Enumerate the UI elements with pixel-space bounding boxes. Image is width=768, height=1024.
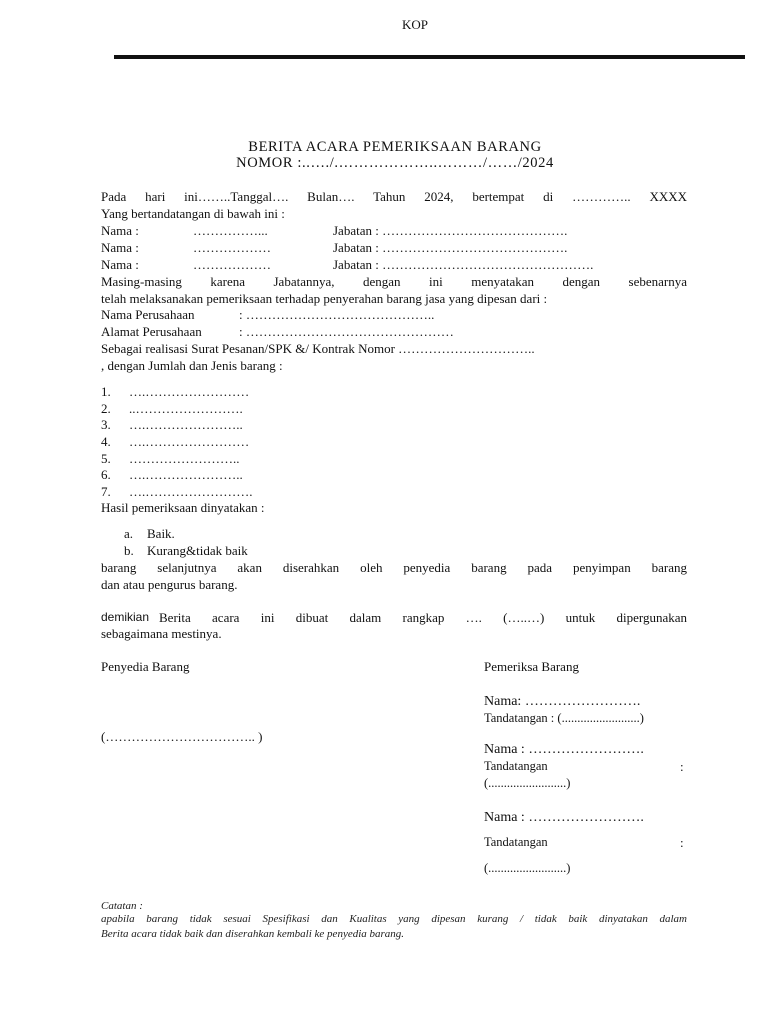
- contract-line-2: , dengan Jumlah dan Jenis barang :: [101, 358, 283, 373]
- intro-line-1: Pada hari ini……..Tanggal…. Bulan…. Tahun 2024, bertempat di ………….. XXXX: [101, 189, 687, 204]
- closing-line-2: sebagaimana mestinya.: [101, 626, 222, 641]
- inspector-heading: Pemeriksa Barang: [484, 659, 579, 674]
- statement-line-2: telah melaksanakan pemeriksaan terhadap penyerahan barang jasa yang dipesan dari :: [101, 291, 548, 306]
- inspector-3-signature-colon: :: [680, 835, 684, 850]
- inspector-2-name: Nama : …………………….: [484, 742, 644, 757]
- item-3-dots: ….…………………..: [129, 417, 243, 432]
- handover-line-2: dan atau pengurus barang.: [101, 577, 238, 592]
- closing-line-1: Berita acara ini dibuat dalam rangkap …. (…..…) untuk dipergunakan: [159, 610, 687, 625]
- item-7-dots: ….…………………….: [129, 484, 253, 499]
- signatory-1-name: ……………...: [193, 223, 268, 238]
- signatory-2-name: ………………: [193, 240, 271, 255]
- item-4-number: 4.: [101, 434, 111, 449]
- header-rule: [114, 55, 745, 59]
- inspector-1-signature: Tandatangan : (.........................): [484, 711, 644, 725]
- inspector-3-name: Nama : …………………….: [484, 810, 644, 825]
- item-1-number: 1.: [101, 384, 111, 399]
- item-6-number: 6.: [101, 467, 111, 482]
- note-title: Catatan :: [101, 900, 143, 912]
- provider-heading: Penyedia Barang: [101, 659, 190, 674]
- document-title: BERITA ACARA PEMERIKSAAN BARANG: [248, 139, 542, 155]
- signatory-2-jabatan: Jabatan : …………………………………….: [333, 240, 568, 255]
- signatory-3-jabatan: Jabatan : ………………………………………….: [333, 257, 594, 272]
- inspector-2-signature-label: Tandatangan: [484, 759, 548, 773]
- company-address-label: Alamat Perusahaan: [101, 324, 202, 339]
- contract-line-1: Sebagai realisasi Surat Pesanan/SPK &/ Kontrak Nomor …………………………..: [101, 341, 535, 356]
- result-option-a-letter: a.: [124, 526, 134, 541]
- item-2-number: 2.: [101, 401, 111, 416]
- intro-line-2: Yang bertandatangan di bawah ini :: [101, 206, 285, 221]
- signatory-1-jabatan: Jabatan : …………………………………….: [333, 223, 568, 238]
- company-name-label: Nama Perusahaan: [101, 307, 195, 322]
- signatory-3-label: Nama :: [101, 257, 139, 272]
- result-option-b-letter: b.: [124, 543, 134, 558]
- result-label: Hasil pemeriksaan dinyatakan :: [101, 500, 265, 515]
- signatory-3-name: ………………: [193, 257, 271, 272]
- document-number: NOMOR :..…./.………………..………/……/2024: [236, 155, 554, 171]
- item-2-dots: ..…………………….: [129, 401, 243, 416]
- provider-signature: (…………………………….. ): [101, 729, 263, 744]
- company-address-value: : …………………………………………: [239, 324, 454, 339]
- kop-label: KOP: [401, 17, 428, 32]
- signatory-1-label: Nama :: [101, 223, 139, 238]
- inspector-1-name: Nama: …………………….: [484, 694, 641, 709]
- result-option-b-text: Kurang&tidak baik: [147, 543, 248, 558]
- signatory-2-label: Nama :: [101, 240, 139, 255]
- company-name-value: : ……………………………………..: [239, 307, 435, 322]
- closing-first-word: demikian: [101, 610, 150, 624]
- item-3-number: 3.: [101, 417, 111, 432]
- item-6-dots: ….…………………..: [129, 467, 243, 482]
- statement-line-1: Masing-masing karena Jabatannya, dengan ini menyatakan dengan sebenarnya: [101, 274, 687, 289]
- item-5-number: 5.: [101, 451, 111, 466]
- item-4-dots: ….……………………: [129, 434, 250, 449]
- item-5-dots: ……………………..: [129, 451, 240, 466]
- inspector-3-signature-label: Tandatangan: [484, 835, 548, 849]
- item-7-number: 7.: [101, 484, 111, 499]
- note-line-2: Berita acara tidak baik dan diserahkan kembali ke penyedia barang.: [101, 928, 405, 940]
- result-option-a-text: Baik.: [147, 526, 175, 541]
- inspector-2-signature-paren: (.........................): [484, 776, 571, 790]
- inspector-2-signature-colon: :: [680, 759, 684, 774]
- item-1-dots: ….……………………: [129, 384, 250, 399]
- note-line-1: apabila barang tidak sesuai Spesifikasi dan Kualitas yang dipesan kurang / tidak baik dinyatakan dalam: [101, 913, 687, 925]
- inspector-3-signature-paren: (.........................): [484, 861, 571, 875]
- handover-line-1: barang selanjutnya akan diserahkan oleh penyedia barang pada penyimpan barang: [101, 560, 687, 575]
